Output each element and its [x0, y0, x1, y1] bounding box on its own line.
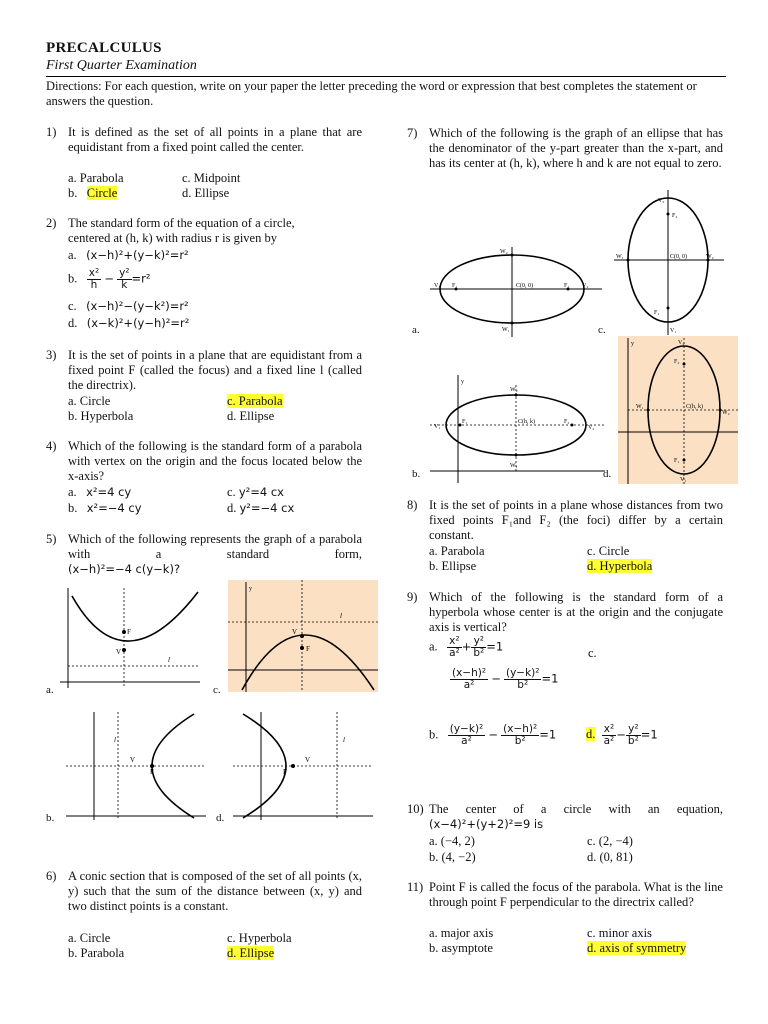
choice-c: $\frac{\text{(x−h)²}}{\text{a²}}$ − $\frac{\text{(y−k)²}}{\text{b²}}$ =1 [452, 667, 559, 691]
choice-c: c. minor axis [587, 926, 652, 940]
exam-title: First Quarter Examination [46, 58, 197, 73]
choice-b: b. Ellipse [429, 559, 477, 573]
graph-label: W₂ [722, 410, 730, 416]
question-number: 11) [407, 880, 424, 894]
directions: Directions: For each question, write on your paper the letter preceding the word or expression that best completes the statement or answers the question. [46, 79, 697, 108]
choice-b: b. Circle [68, 186, 118, 200]
graph-parabola-b [66, 712, 206, 820]
question-8 [407, 498, 723, 543]
question-stem [68, 216, 362, 246]
graph-label-a: a. [46, 684, 54, 696]
graph-label: V₁ [670, 328, 677, 334]
graph-label-b: b. [46, 812, 55, 824]
answer-highlight: c. Parabola [227, 394, 283, 408]
y-axis-label: y [249, 586, 252, 592]
choice-c: c. Circle [587, 544, 630, 558]
question-number: 7) [407, 126, 418, 140]
graph-label: F₁ [654, 310, 660, 316]
question-11 [407, 880, 723, 910]
question-6 [46, 869, 362, 914]
header-rule [46, 76, 726, 77]
choice-d: d. Ellipse [227, 409, 275, 423]
graph-label: y [461, 379, 464, 385]
graph-label: V₂ [678, 340, 685, 346]
graph-label: W₁ [636, 404, 644, 410]
choice-d [587, 941, 686, 956]
question-2 [46, 216, 362, 246]
choice-c: c. (x−h)²−(y−k²)=r² [68, 299, 189, 313]
exam-subject: PRECALCULUS [46, 40, 162, 56]
choice-b: b. $\frac{\text{(y−k)²}}{\text{a²}}$ − $\frac{\text{(x−h)²}}{\text{b²}}$ =1 [429, 723, 557, 747]
answer-highlight: d. Hyperbola [587, 559, 653, 573]
graph-label: F₁ [674, 458, 680, 464]
choice-c-label: c. [588, 646, 597, 660]
choice-b: b. (4, −2) [429, 850, 476, 864]
question-5 [46, 532, 362, 577]
answer-highlight: d. Ellipse [227, 946, 275, 960]
graph-parabola-a [60, 588, 200, 688]
choice-c: c. (2, −4) [587, 834, 633, 848]
directrix-label: l [340, 612, 342, 620]
graph-ellipse-b [430, 375, 605, 483]
choice-a: a. x²=4 cy [68, 485, 132, 499]
choice-a: a. Circle [68, 931, 111, 945]
graph-label: V₂ [658, 198, 665, 204]
vertex-label: V [292, 628, 298, 636]
question-stem: Which of the following is the standard form of a parabola with vertex on the origin and the focus located below the x-axis? [68, 439, 362, 483]
graph-label: y [631, 341, 634, 347]
question-stem: Which of the following represents the graph of a parabola with a standard form, [68, 532, 362, 561]
choice-b: b. Hyperbola [68, 409, 134, 423]
graph-label-c: c. [213, 684, 221, 696]
vertex-label: V [305, 756, 311, 764]
question-stem: Point F is called the focus of the parabola. What is the line through point F perpendicular to the directrix called? [429, 880, 723, 909]
graph-label: F₂ [564, 283, 570, 289]
graph-label: W₂ [706, 254, 714, 260]
focus-label: F [127, 628, 131, 636]
graph-label-b: b. [412, 468, 421, 480]
question-1 [46, 125, 362, 155]
graph-label: W₂ [500, 249, 508, 255]
graph-label-d: d. [216, 812, 225, 824]
graph-label-d: d. [603, 468, 612, 480]
question-3 [46, 348, 362, 393]
question-stem: It is defined as the set of all points in a plane that are equidistant from a fixed point called the center. [68, 125, 362, 154]
graph-label: V₁ [434, 283, 441, 289]
graph-label: W₁ [502, 327, 510, 333]
choice-d: d. (0, 81) [587, 850, 633, 864]
graph-label-c: c. [598, 324, 606, 336]
question-10 [407, 802, 723, 832]
graph-label: V₂ [588, 425, 595, 431]
graph-ellipse-d [618, 336, 738, 484]
focus-label: F [306, 645, 310, 653]
choice-d [227, 946, 274, 961]
graph-parabola-d [233, 712, 373, 820]
graph-label: F₂ [672, 213, 678, 219]
question-number: 9) [407, 590, 418, 604]
question-number: 3) [46, 348, 57, 362]
choice-a: a. Parabola [429, 544, 485, 558]
choice-d: d. y²=−4 cx [227, 501, 295, 515]
question-number: 4) [46, 439, 57, 453]
choice-a: a. Circle [68, 394, 111, 408]
question-number: 5) [46, 532, 57, 546]
graph-label: W₂ [510, 387, 518, 393]
directrix-label: l [343, 736, 345, 744]
choice-c [227, 394, 283, 409]
question-7 [407, 126, 723, 171]
choice-a: a. (x−h)²+(y−k)²=r² [68, 248, 189, 262]
answer-highlight: d. [586, 727, 596, 742]
question-stem: It is the set of points in a plane that are equidistant from a fixed point F (called the focus) and a fixed line l (called the directrix). [68, 348, 362, 392]
choice-d: d. $\frac{\text{x²}}{\text{a²}}$ − $\frac{\text{y²}}{\text{b²}}$ =1 [586, 723, 658, 747]
question-equation: (x−4)²+(y+2)²=9 is [429, 817, 544, 831]
choice-b: b. $\frac{\text{x²}}{h}$ − $\frac{\text{y²}}{k}$ =r² [68, 267, 151, 291]
focus-label: F [283, 768, 287, 776]
vertex-label: V [130, 756, 136, 764]
choice-b: b. Parabola [68, 946, 125, 960]
question-stem: It is the set of points in a plane whose distances from two fixed points F₁and F₂ (the foci) differ by a certain constant. [429, 498, 723, 542]
graph-label: V₂ [582, 283, 589, 289]
graph-label: F₂ [674, 359, 680, 365]
question-number: 2) [46, 216, 57, 230]
choice-c: c. Midpoint [182, 171, 241, 185]
choice-a: a. Parabola [68, 171, 124, 185]
graph-label: V₁ [680, 477, 687, 483]
graph-label: W₁ [616, 254, 624, 260]
question-number: 10) [407, 802, 424, 816]
question-stem: A conic section that is composed of the set of all points (x, y) such that the sum of the distance between (x, y) and two distinct points is a constant. [68, 869, 362, 913]
directrix-label: l [168, 656, 170, 664]
question-stem: Which of the following is the standard form of a hyperbola whose center is at the origin and the conjugate axis is vertical? [429, 590, 723, 634]
graph-parabola-c [228, 580, 378, 692]
graph-label: C(0, 0) [670, 254, 687, 260]
question-number: 6) [46, 869, 57, 883]
choice-a: a. $\frac{\text{x²}}{\text{a²}}$ + $\frac{\text{y²}}{\text{b²}}$ =1 [429, 635, 504, 659]
graph-ellipse-a [430, 245, 602, 337]
question-4 [46, 439, 362, 484]
answer-highlight: d. axis of symmetry [587, 941, 687, 955]
directrix-label: l [114, 736, 116, 744]
choice-d: d. (x−k)²+(y−h)²=r² [68, 316, 190, 330]
graph-label: C(0, 0) [516, 283, 533, 289]
question-stem: The center of a circle with an equation, [429, 802, 723, 816]
choice-a: a. (−4, 2) [429, 834, 475, 848]
stem-line-2: centered at (h, k) with radius r is given by [68, 231, 277, 245]
question-equation: (x−h)²=−4 c(y−k)? [68, 562, 181, 576]
choice-a: a. major axis [429, 926, 494, 940]
graph-label-a: a. [412, 324, 420, 336]
choice-b: b. asymptote [429, 941, 493, 955]
vertex-label: V [116, 648, 122, 656]
choice-d [587, 559, 652, 574]
graph-ellipse-c [614, 190, 724, 335]
stem-line-1: The standard form of the equation of a circle, [68, 216, 295, 230]
graph-label: F₂ [564, 419, 570, 425]
question-number: 8) [407, 498, 418, 512]
graph-label: V₁ [434, 424, 441, 430]
graph-label: F₁ [452, 283, 458, 289]
focus-label: F [150, 768, 154, 776]
question-number: 1) [46, 125, 57, 139]
choice-d: d. Ellipse [182, 186, 230, 200]
graph-label: F₁ [462, 419, 468, 425]
choice-b: b. x²=−4 cy [68, 501, 142, 515]
choice-c: c. y²=4 cx [227, 485, 284, 499]
graph-label: C(h, k) [518, 419, 535, 425]
graph-label: C(h, k) [686, 404, 703, 410]
choice-c: c. Hyperbola [227, 931, 292, 945]
answer-highlight: Circle [86, 186, 118, 200]
graph-label: W₁ [510, 463, 518, 469]
question-9 [407, 590, 723, 635]
question-stem: Which of the following is the graph of an ellipse that has the denominator of the y-part greater than the x-part, and has its center at (h, k), where h and k are not equal to zero. [429, 126, 723, 170]
